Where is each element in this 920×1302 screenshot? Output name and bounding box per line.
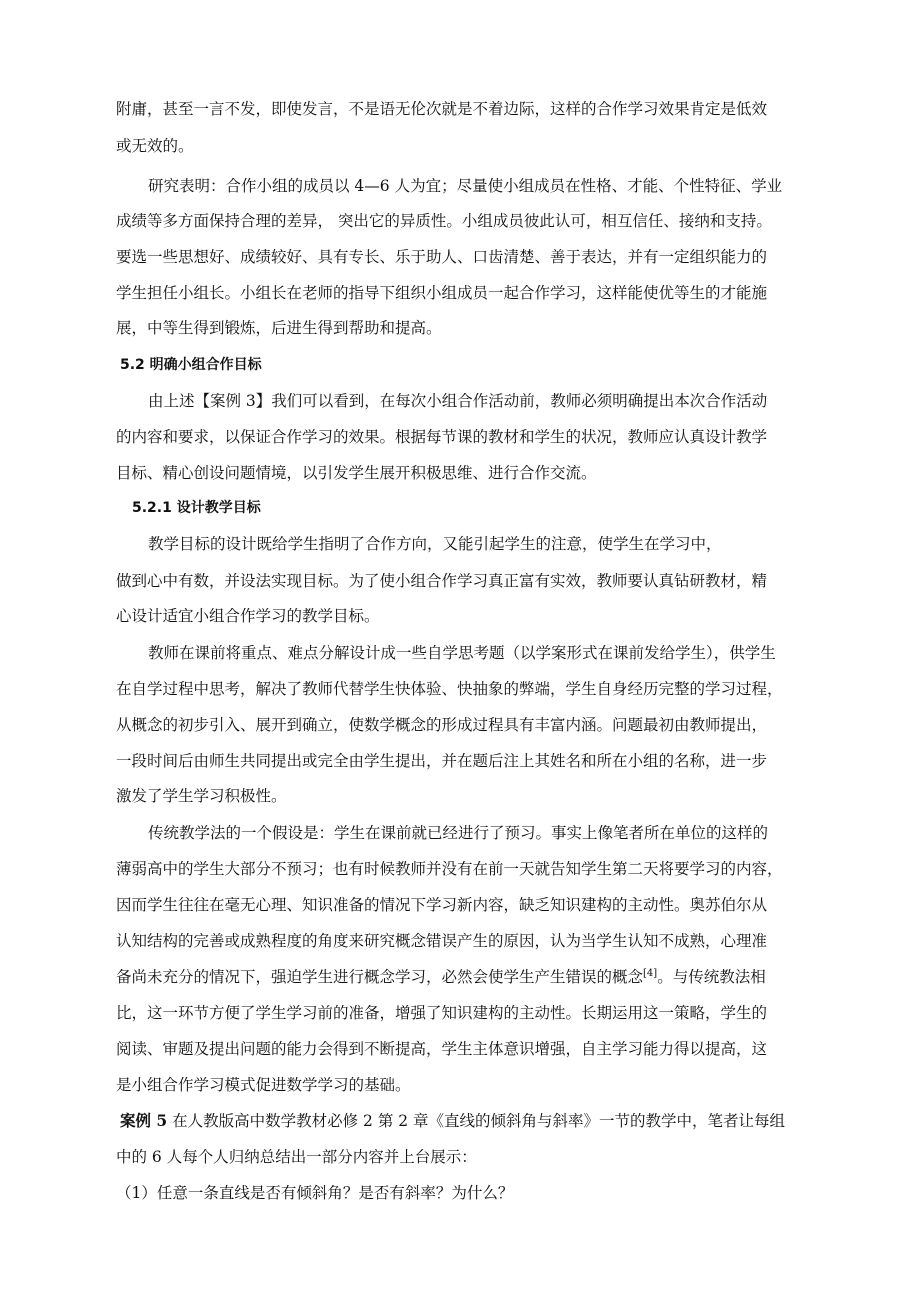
paragraph-line: 心设计适宜小组合作学习的教学目标。 — [116, 607, 380, 625]
paragraph-line: 或无效的。 — [116, 137, 194, 155]
paragraph-line: 目标、精心创设问题情境，以引发学生展开积极思维、进行合作交流。 — [116, 464, 597, 482]
paragraph-line: 认知结构的完善或成熟程度的角度来研究概念错误产生的原因，认为当学生认知不成熟，心理准 — [116, 932, 768, 950]
paragraph-line — [116, 967, 766, 987]
paragraph-line: 做到心中有数，并设法实现目标。为了使小组合作学习真正富有实效，教师要认真钻研教材，精 — [116, 572, 768, 590]
case-line — [120, 1111, 785, 1131]
citation-reference[interactable]: [4] — [643, 967, 658, 979]
subsection-heading: 5.2.1 设计教学目标 — [132, 500, 261, 516]
paragraph-line: 学生担任小组长。小组长在老师的指导下组织小组成员一起合作学习，这样能使优等生的才能施 — [116, 284, 768, 302]
paragraph-line: 附庸，甚至一言不发，即使发言，不是语无伦次就是不着边际，这样的合作学习效果肯定是低效 — [116, 100, 768, 118]
paragraph-line: 传统教学法的一个假设是：学生在课前就已经进行了预习。事实上像笔者所在单位的这样的 — [148, 824, 769, 842]
paragraph-line: 教师在课前将重点、难点分解设计成一些自学思考题（以学案形式在课前发给学生），供学生 — [148, 644, 776, 662]
paragraph-line: 薄弱高中的学生大部分不预习；也有时候教师并没有在前一天就告知学生第二天将要学习的内容， — [116, 860, 783, 878]
paragraph-line: 要选一些思想好、成绩较好、具有专长、乐于助人、口齿清楚、善于表达，并有一定组织能力的 — [116, 248, 768, 266]
case-label: 案例 5 — [120, 1111, 168, 1130]
paragraph-text: 。与传统教法相 — [657, 968, 766, 986]
paragraph-line: 是小组合作学习模式促进数学学习的基础。 — [116, 1076, 411, 1094]
list-item: （1）任意一条直线是否有倾斜角？是否有斜率？为什么？ — [116, 1184, 514, 1202]
paragraph-line: 阅读、审题及提出问题的能力会得到不断提高，学生主体意识增强，自主学习能力得以提高，这 — [116, 1040, 768, 1058]
paragraph-line: 中的 6 人每个人归纳总结出一部分内容并上台展示： — [116, 1148, 477, 1166]
paragraph-line: 展，中等生得到锻炼，后进生得到帮助和提高。 — [116, 319, 442, 337]
paragraph-text: 备尚未充分的情况下，强迫学生进行概念学习，必然会使学生产生错误的概念 — [116, 968, 644, 986]
paragraph-line: 因而学生往往在毫无心理、知识准备的情况下学习新内容，缺乏知识建构的主动性。奥苏伯尔从 — [116, 896, 768, 914]
paragraph-line: 比，这一环节方便了学生学习前的准备，增强了知识建构的主动性。长期运用这一策略，学生的 — [116, 1004, 768, 1022]
paragraph-line: 的内容和要求，以保证合作学习的效果。根据每节课的教材和学生的状况，教师应认真设计教学 — [116, 428, 768, 446]
paragraph-line: 从概念的初步引入、展开到确立，使数学概念的形成过程具有丰富内涵。问题最初由教师提出， — [116, 716, 768, 734]
paragraph-line: 一段时间后由师生共同提出或完全由学生提出，并在题后注上其姓名和所在小组的名称，进一步 — [116, 752, 768, 770]
paragraph-line: 成绩等多方面保持合理的差异， 突出它的异质性。小组成员彼此认可，相互信任、接纳和支持。 — [116, 212, 772, 230]
paragraph-line: 由上述【案例 3】我们可以看到，在每次小组合作活动前，教师必须明确提出本次合作活动 — [148, 392, 768, 410]
paragraph-line: 教学目标的设计既给学生指明了合作方向，又能引起学生的注意，使学生在学习中， — [148, 535, 722, 553]
paragraph-line: 研究表明：合作小组的成员以 4—6 人为宜；尽量使小组成员在性格、才能、个性特征、学业 — [148, 177, 783, 195]
paragraph-line: 在自学过程中思考，解决了教师代替学生快体验、快抽象的弊端，学生自身经历完整的学习过程， — [116, 680, 783, 698]
paragraph-text: 在人教版高中数学教材必修 2 第 2 章《直线的倾斜角与斜率》一节的教学中，笔者让每组 — [167, 1112, 786, 1130]
section-heading: 5.2 明确小组合作目标 — [120, 357, 262, 373]
paragraph-line: 激发了学生学习积极性。 — [116, 787, 287, 805]
